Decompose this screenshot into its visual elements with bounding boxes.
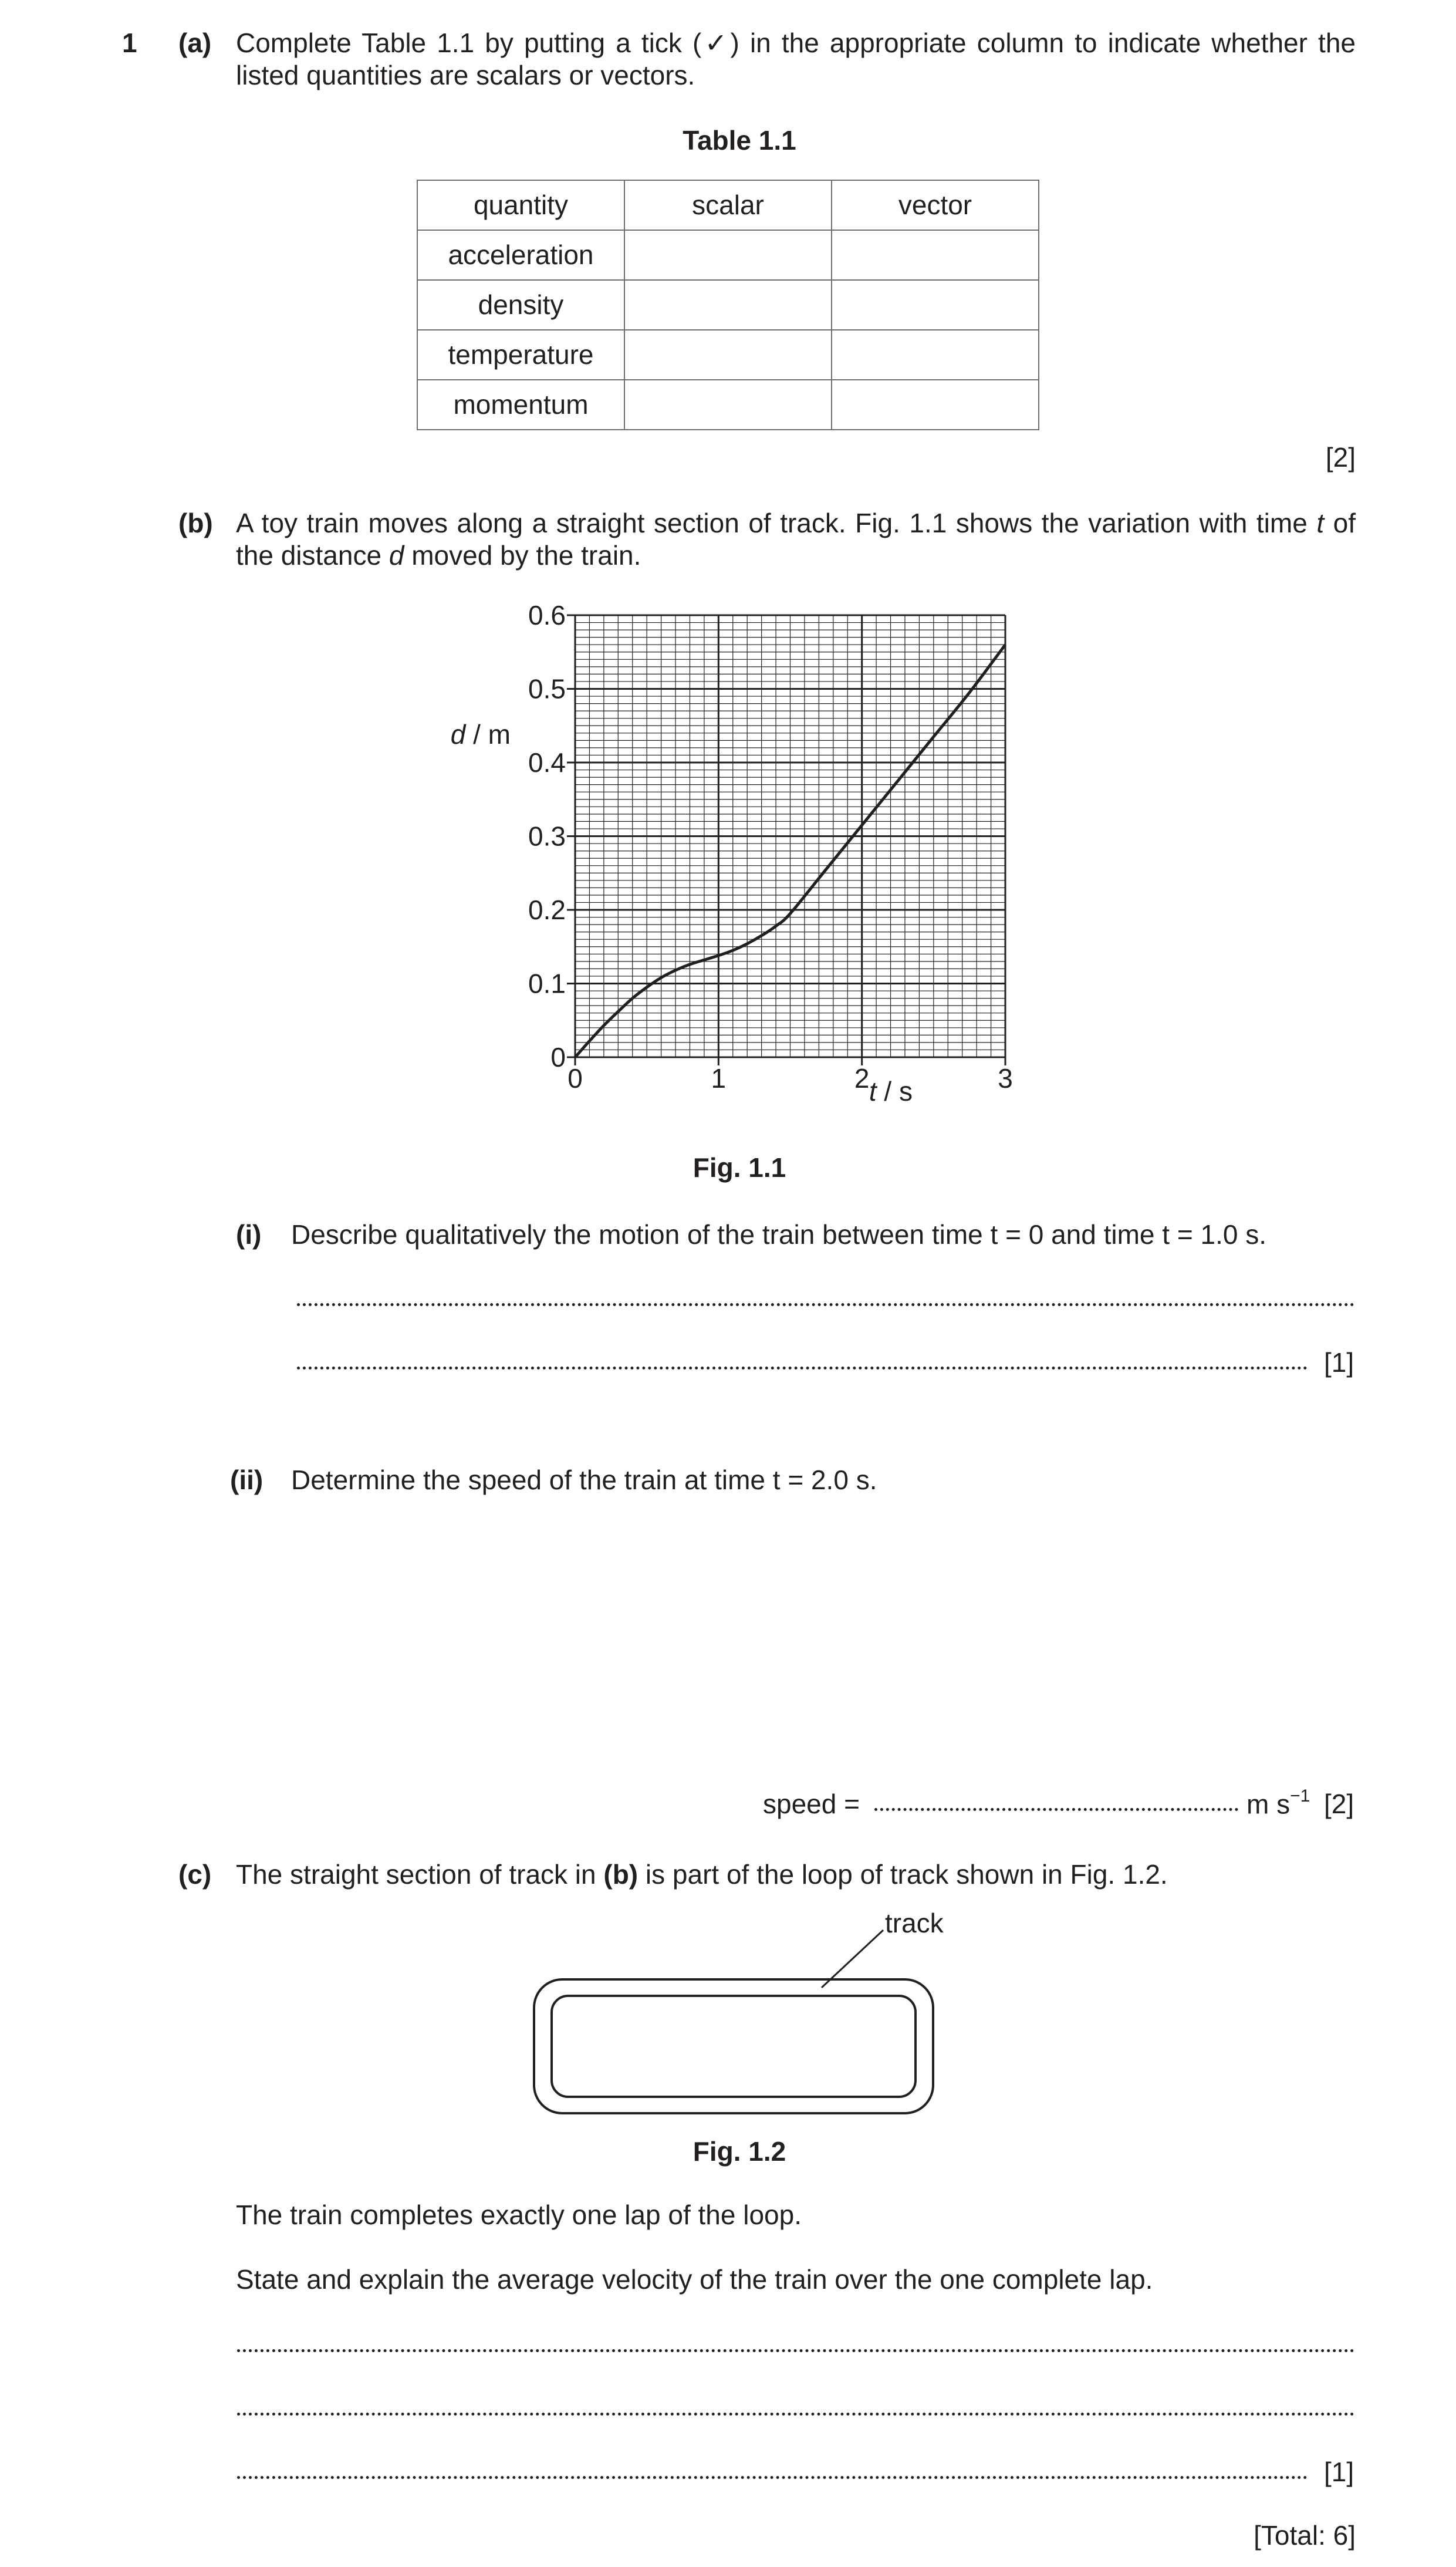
part-a-label: (a) xyxy=(178,28,212,58)
sub-i-label: (i) xyxy=(236,1219,262,1250)
track-loop-diagram xyxy=(516,1908,962,2131)
x-tick-label: 2 xyxy=(854,1063,870,1094)
scalar-tick-cell[interactable] xyxy=(624,380,832,430)
track-inner-edge xyxy=(552,1996,916,2097)
answer-line-i-2[interactable] xyxy=(297,1367,1308,1369)
x-tick-label: 0 xyxy=(567,1063,583,1094)
sub-i-marks: [1] xyxy=(1324,1347,1354,1378)
speed-answer-line[interactable] xyxy=(874,1808,1238,1811)
speed-unit: m $s^{-1}$ xyxy=(1246,1786,1310,1820)
table-row xyxy=(417,380,1039,430)
y-tick-label: 0.3 xyxy=(528,821,566,852)
y-tick-label: 0.5 xyxy=(528,673,566,704)
fig-1-1-caption: Fig. 1.1 xyxy=(692,1152,786,1183)
table-row xyxy=(417,330,1039,380)
sub-ii-text: Determine the speed of the train at time t = 2.0 s. xyxy=(291,1465,877,1495)
part-b-label: (b) xyxy=(178,508,213,538)
quantity-cell: temperature xyxy=(417,330,624,380)
total-marks: [Total: 6] xyxy=(1254,2520,1356,2551)
part-c-label: (c) xyxy=(178,1859,212,1890)
answer-line-i-1[interactable] xyxy=(297,1303,1354,1306)
header-quantity: quantity xyxy=(417,180,624,230)
quantity-cell: momentum xyxy=(417,380,624,430)
x-tick-label: 1 xyxy=(711,1063,727,1094)
scalar-tick-cell[interactable] xyxy=(624,280,832,330)
answer-line-c-2[interactable] xyxy=(237,2413,1354,2416)
track-label: track xyxy=(885,1908,944,1938)
table-caption: Table 1.1 xyxy=(683,125,796,156)
table-header-row xyxy=(417,180,1039,230)
part-a-text: Complete Table 1.1 by putting a tick (✓) in the appropriate column to indicate whether the listed quantities are scalars or vectors. xyxy=(236,28,1356,91)
speed-answer-label: speed = xyxy=(763,1789,860,1819)
y-tick-label: 0.6 xyxy=(528,600,566,630)
y-tick-label: 0 xyxy=(550,1042,566,1072)
part-c-text: The straight section of track in (b) is part of the loop of track shown in Fig. 1.2. xyxy=(236,1859,1168,1890)
fig-1-2-caption: Fig. 1.2 xyxy=(692,2136,786,2167)
answer-line-c-3[interactable] xyxy=(237,2476,1308,2479)
quantity-table xyxy=(417,180,1039,430)
part-c-line-2: State and explain the average velocity of the train over the one complete lap. xyxy=(236,2264,1153,2295)
y-tick-label: 0.4 xyxy=(528,747,566,778)
part-c-line-1: The train completes exactly one lap of the loop. xyxy=(236,2200,802,2230)
distance-time-graph xyxy=(446,593,1033,1121)
vector-tick-cell[interactable] xyxy=(832,330,1039,380)
scalar-tick-cell[interactable] xyxy=(624,330,832,380)
header-scalar: scalar xyxy=(624,180,832,230)
vector-tick-cell[interactable] xyxy=(832,280,1039,330)
vector-tick-cell[interactable] xyxy=(832,380,1039,430)
x-axis-label: t / s xyxy=(869,1076,913,1107)
x-tick-label: 3 xyxy=(998,1063,1013,1094)
table-row xyxy=(417,230,1039,280)
sub-ii-marks: [2] xyxy=(1324,1789,1354,1819)
y-axis-label: d / m xyxy=(450,719,511,750)
quantity-cell: density xyxy=(417,280,624,330)
quantity-cell: acceleration xyxy=(417,230,624,280)
track-outer-edge xyxy=(534,1979,933,2113)
y-tick-label: 0.2 xyxy=(528,895,566,925)
table-row xyxy=(417,280,1039,330)
y-tick-label: 0.1 xyxy=(528,968,566,999)
part-c-marks: [1] xyxy=(1324,2457,1354,2487)
question-number: 1 xyxy=(122,28,137,58)
header-vector: vector xyxy=(832,180,1039,230)
sub-i-text: Describe qualitatively the motion of the train between time t = 0 and time t = 1.0 s. xyxy=(291,1219,1266,1250)
part-a-marks: [2] xyxy=(1325,442,1356,473)
part-b-text: A toy train moves along a straight section of track. Fig. 1.1 shows the variation with time t of the distance d moved by the train. xyxy=(236,508,1356,571)
answer-line-c-1[interactable] xyxy=(237,2349,1354,2352)
scalar-tick-cell[interactable] xyxy=(624,230,832,280)
vector-tick-cell[interactable] xyxy=(832,230,1039,280)
sub-ii-label: (ii) xyxy=(230,1465,264,1495)
